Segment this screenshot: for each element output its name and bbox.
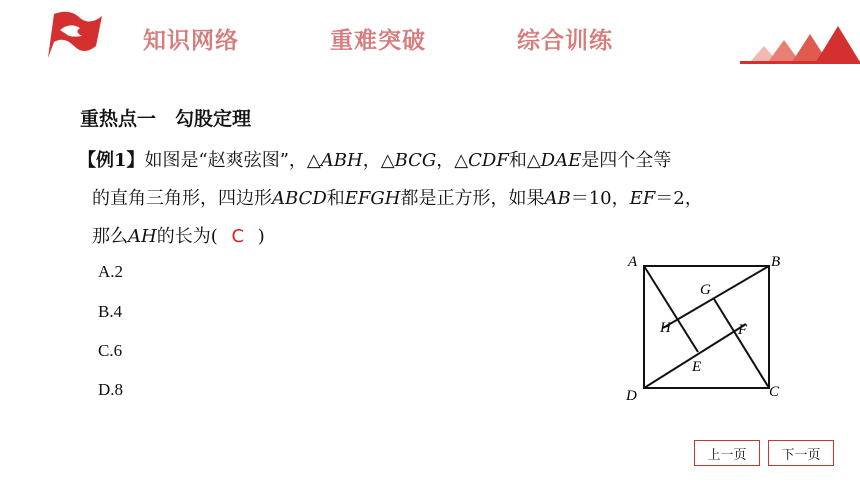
question-line-3: 那么AH的长为( C )	[92, 226, 265, 247]
label-d: D	[626, 388, 637, 404]
label-f: F	[738, 322, 748, 338]
prev-page-button[interactable]: 上一页	[694, 440, 760, 466]
zhao-shuang-diagram	[618, 250, 798, 410]
question-line-2: 的直角三角形，四边形ABCD和EFGH都是正方形，如果AB＝10，EF＝2，	[92, 188, 703, 209]
tab-knowledge-network[interactable]: 知识网络	[143, 28, 239, 54]
segment-ae	[644, 266, 698, 352]
question-line-1: 【例1】如图是“赵爽弦图”，△ABH，△BCG，△CDF和△DAE是四个全等	[78, 150, 672, 171]
triangles-decoration-icon	[740, 24, 860, 64]
next-page-button[interactable]: 下一页	[768, 440, 834, 466]
segment-bh	[663, 266, 769, 328]
option-c[interactable]: C.6	[98, 341, 123, 360]
label-g: G	[700, 282, 711, 298]
answer-text: C	[231, 226, 245, 247]
label-c: C	[769, 384, 780, 400]
label-e: E	[692, 359, 702, 375]
option-d[interactable]: D.8	[98, 380, 124, 399]
flag-logo-icon	[40, 8, 106, 60]
option-b[interactable]: B.4	[98, 302, 123, 321]
section-title: 重热点一 勾股定理	[80, 108, 252, 130]
segment-cg	[714, 299, 769, 388]
option-a[interactable]: A.2	[98, 262, 124, 281]
example-tag: 【例1】	[78, 150, 145, 171]
tab-key-difficulties[interactable]: 重难突破	[330, 28, 426, 54]
tab-comprehensive-training[interactable]: 综合训练	[517, 28, 613, 54]
label-h: H	[660, 320, 671, 336]
label-b: B	[771, 254, 781, 270]
label-a: A	[628, 254, 638, 270]
header-bar	[0, 0, 860, 62]
